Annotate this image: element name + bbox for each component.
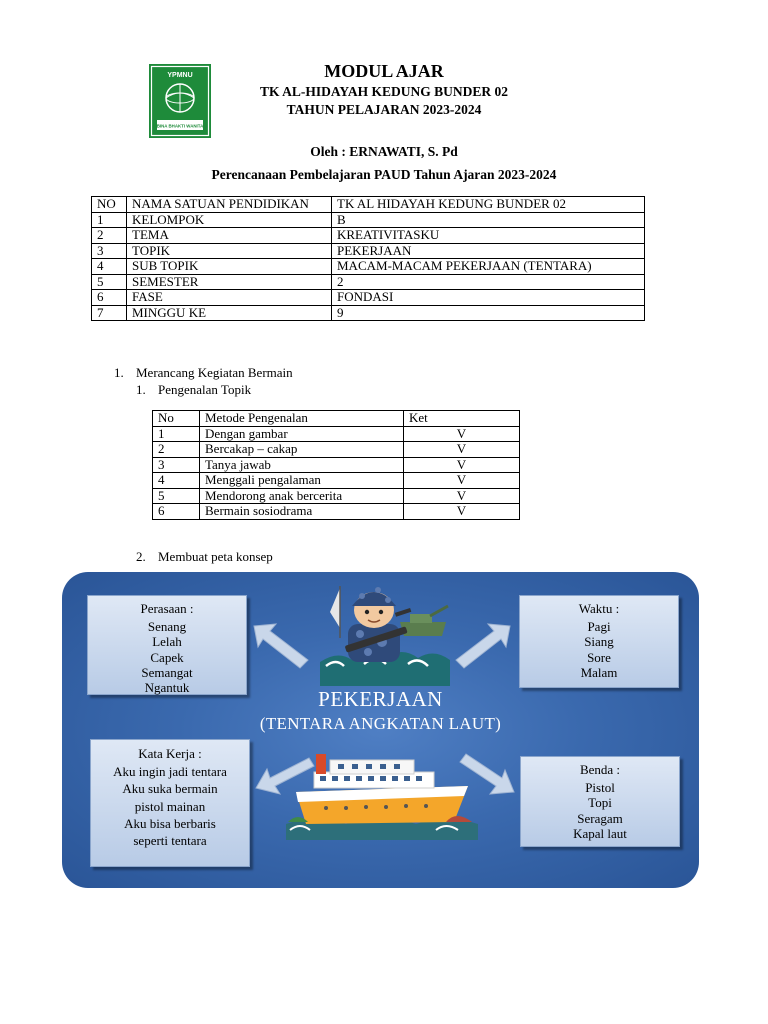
box-item: Siang [584, 634, 614, 650]
box-item: Aku ingin jadi tentara [113, 764, 227, 780]
table-cell: Mendorong anak bercerita [200, 488, 404, 504]
table-cell: Metode Pengenalan [200, 411, 404, 427]
box-title: Perasaan : [140, 601, 194, 616]
table-cell: MACAM-MACAM PEKERJAAN (TENTARA) [332, 259, 645, 275]
table-cell: Menggali pengalaman [200, 473, 404, 489]
concept-map-subtitle: (TENTARA ANGKATAN LAUT) [259, 714, 502, 733]
table-cell: V [404, 442, 520, 458]
table-cell: NO [92, 197, 127, 213]
box-item: pistol mainan [134, 798, 206, 814]
table-cell: Dengan gambar [200, 426, 404, 442]
table-cell: 2 [153, 442, 200, 458]
logo-text: YPMNU [167, 72, 193, 79]
list-text: Membuat peta konsep [158, 549, 273, 564]
logo-motto: BINA BHAKTI WANITA [156, 123, 204, 129]
list-text: Merancang Kegiatan Bermain [136, 365, 293, 380]
table-cell: 6 [153, 504, 200, 520]
box-title: Waktu : [578, 601, 620, 616]
table-row [92, 290, 645, 306]
list-text: Pengenalan Topik [158, 382, 252, 397]
time-box [519, 595, 679, 688]
page-title: MODUL AJAR [324, 61, 444, 81]
box-item: Pistol [585, 780, 615, 796]
table-cell: 6 [92, 290, 127, 306]
academic-year: TAHUN PELAJARAN 2023-2024 [286, 102, 482, 117]
box-item: Kapal laut [573, 825, 627, 841]
table-cell: PEKERJAAN [332, 243, 645, 259]
table-row [153, 426, 520, 442]
table-row [153, 442, 520, 458]
cruise-ship-illustration [286, 752, 478, 840]
arrow-up-right-icon [452, 620, 514, 672]
table-cell: Bermain sosiodrama [200, 504, 404, 520]
objects-box [520, 756, 680, 847]
table-cell: 9 [332, 305, 645, 321]
table-row [92, 259, 645, 275]
box-item: Aku suka bermain [122, 781, 218, 797]
table-cell: FONDASI [332, 290, 645, 306]
table-cell: No [153, 411, 200, 427]
list-item [114, 365, 293, 381]
table-cell: 5 [153, 488, 200, 504]
table-cell: SUB TOPIK [127, 259, 332, 275]
box-item: Ngantuk [144, 680, 190, 696]
table-cell: 7 [92, 305, 127, 321]
school-name: TK AL-HIDAYAH KEDUNG BUNDER 02 [259, 84, 509, 99]
box-item: Semangat [141, 664, 193, 680]
table-cell: 5 [92, 274, 127, 290]
table-cell: 3 [153, 457, 200, 473]
table-row [153, 473, 520, 489]
table-cell: Bercakap – cakap [200, 442, 404, 458]
table-cell: 2 [332, 274, 645, 290]
table-row [92, 197, 645, 213]
table-cell: TOPIK [127, 243, 332, 259]
list-number: 2. [136, 549, 146, 564]
box-title: Benda : [579, 762, 621, 777]
table-cell: KREATIVITASKU [332, 228, 645, 244]
author: Oleh : ERNAWATI, S. Pd [310, 144, 458, 159]
list-number: 1. [114, 365, 124, 380]
box-item: Seragam [577, 810, 623, 826]
list-item [136, 549, 273, 565]
feelings-box [87, 595, 247, 695]
table-row [153, 411, 520, 427]
table-row [92, 243, 645, 259]
table-row [153, 504, 520, 520]
list-number: 1. [136, 382, 146, 397]
table-cell: Tanya jawab [200, 457, 404, 473]
table-cell: KELOMPOK [127, 212, 332, 228]
box-item: Sore [587, 649, 611, 665]
plan-title: Perencanaan Pembelajaran PAUD Tahun Ajaran 2023-2024 [211, 167, 557, 182]
table-row [92, 274, 645, 290]
table-cell: FASE [127, 290, 332, 306]
box-item: Topi [588, 795, 612, 811]
table-cell: V [404, 488, 520, 504]
table-cell: V [404, 504, 520, 520]
box-item: Lelah [152, 634, 182, 650]
table-cell: V [404, 426, 520, 442]
table-row [153, 457, 520, 473]
method-table [152, 410, 520, 520]
table-cell: Ket [404, 411, 520, 427]
table-cell: 4 [92, 259, 127, 275]
table-cell: MINGGU KE [127, 305, 332, 321]
table-cell: V [404, 457, 520, 473]
box-item: Capek [150, 649, 184, 665]
table-cell: 3 [92, 243, 127, 259]
box-item: Aku bisa berbaris [124, 815, 216, 831]
navy-soldier-illustration [318, 576, 452, 686]
table-row [92, 212, 645, 228]
table-cell: NAMA SATUAN PENDIDIKAN [127, 197, 332, 213]
table-cell: SEMESTER [127, 274, 332, 290]
table-cell: 1 [153, 426, 200, 442]
table-cell: 2 [92, 228, 127, 244]
table-cell: TEMA [127, 228, 332, 244]
table-cell: 1 [92, 212, 127, 228]
list-item [136, 382, 251, 398]
table-cell: B [332, 212, 645, 228]
table-cell: 4 [153, 473, 200, 489]
table-row [92, 228, 645, 244]
table-row [153, 488, 520, 504]
arrow-up-left-icon [250, 620, 312, 672]
verbs-box [90, 739, 250, 867]
box-item: Senang [147, 619, 187, 635]
concept-map-title: PEKERJAAN [318, 687, 443, 711]
table-cell: V [404, 473, 520, 489]
identity-table [91, 196, 645, 321]
table-cell: TK AL HIDAYAH KEDUNG BUNDER 02 [332, 197, 645, 213]
box-item: Malam [580, 664, 618, 680]
box-item: seperti tentara [133, 833, 207, 849]
box-title: Kata Kerja : [138, 746, 202, 761]
table-row [92, 305, 645, 321]
box-item: Pagi [587, 619, 611, 635]
